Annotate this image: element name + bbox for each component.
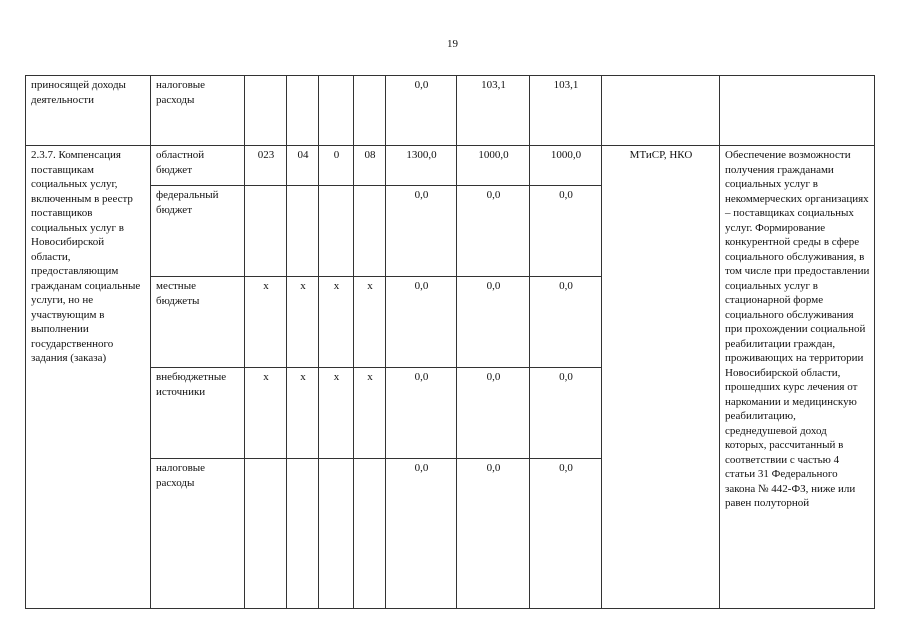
- value-year1-cell: 1300,0: [386, 146, 457, 186]
- value-year3-cell: 1000,0: [530, 146, 602, 186]
- value-year2-cell: 0,0: [457, 368, 530, 459]
- funding-source-cell: областной бюджет: [151, 146, 245, 186]
- value-year3-cell: 0,0: [530, 368, 602, 459]
- rzpr-cell: 04: [287, 146, 319, 186]
- grbs-cell: [245, 459, 287, 609]
- value-year2-cell: 103,1: [457, 76, 530, 146]
- vr-cell: [354, 186, 386, 277]
- vr-cell: 08: [354, 146, 386, 186]
- value-year2-cell: 0,0: [457, 277, 530, 368]
- agency-cell: [602, 76, 720, 146]
- value-year1-cell: 0,0: [386, 186, 457, 277]
- funding-source-cell: налоговые расходы: [151, 459, 245, 609]
- cs-cell: [319, 459, 354, 609]
- cs-cell: [319, 76, 354, 146]
- value-year3-cell: 0,0: [530, 186, 602, 277]
- item-name-cell: 2.3.7. Компенсация поставщикам социальных услуг, включенным в реестр поставщиков социальных услуг в Новосибирской области, предоставляющим гражданам социальные услуги, но не участвующим в выполнении государственного задания (заказа): [26, 146, 151, 609]
- funding-source-cell: налоговые расходы: [151, 76, 245, 146]
- value-year1-cell: 0,0: [386, 368, 457, 459]
- grbs-cell: 023: [245, 146, 287, 186]
- vr-cell: [354, 459, 386, 609]
- value-year2-cell: 0,0: [457, 186, 530, 277]
- rzpr-cell: x: [287, 277, 319, 368]
- rzpr-cell: [287, 76, 319, 146]
- funding-source-cell: внебюджетные источники: [151, 368, 245, 459]
- value-year1-cell: 0,0: [386, 459, 457, 609]
- grbs-cell: x: [245, 277, 287, 368]
- agency-cell: МТиСР, НКО: [602, 146, 720, 609]
- value-year2-cell: 1000,0: [457, 146, 530, 186]
- value-year3-cell: 103,1: [530, 76, 602, 146]
- table-row: [26, 76, 875, 146]
- value-year3-cell: 0,0: [530, 459, 602, 609]
- value-year2-cell: 0,0: [457, 459, 530, 609]
- result-cell: Обеспечение возможности получения гражданами социальных услуг в некоммерческих организациях – поставщиках социальных услуг. Формирование конкурентной среды в сфере социального обслуживания, в том числе при предоставлении социальных услуг в стационарной форме социального обслуживания при прохождении социальной реабилитации граждан, проживающих на территории Новосибирской области, прошедших курс лечения от наркомании и медицинскую реабилитацию, среднедушевой доход которых, рассчитанный в соответствии с частью 4 статьи 31 Федерального закона № 442-ФЗ, ниже или равен полуторной: [720, 146, 875, 609]
- grbs-cell: x: [245, 368, 287, 459]
- grbs-cell: [245, 186, 287, 277]
- cs-cell: x: [319, 277, 354, 368]
- cs-cell: [319, 186, 354, 277]
- result-cell: [720, 76, 875, 146]
- item-name-cell: приносящей доходы деятельности: [26, 76, 151, 146]
- funding-source-cell: федеральный бюджет: [151, 186, 245, 277]
- value-year1-cell: 0,0: [386, 76, 457, 146]
- program-table: [25, 75, 875, 609]
- funding-source-cell: местные бюджеты: [151, 277, 245, 368]
- table-row: [26, 146, 875, 186]
- vr-cell: [354, 76, 386, 146]
- grbs-cell: [245, 76, 287, 146]
- vr-cell: x: [354, 277, 386, 368]
- cs-cell: 0: [319, 146, 354, 186]
- rzpr-cell: [287, 459, 319, 609]
- rzpr-cell: [287, 186, 319, 277]
- page-number: 19: [447, 38, 458, 50]
- value-year1-cell: 0,0: [386, 277, 457, 368]
- rzpr-cell: x: [287, 368, 319, 459]
- value-year3-cell: 0,0: [530, 277, 602, 368]
- vr-cell: x: [354, 368, 386, 459]
- cs-cell: x: [319, 368, 354, 459]
